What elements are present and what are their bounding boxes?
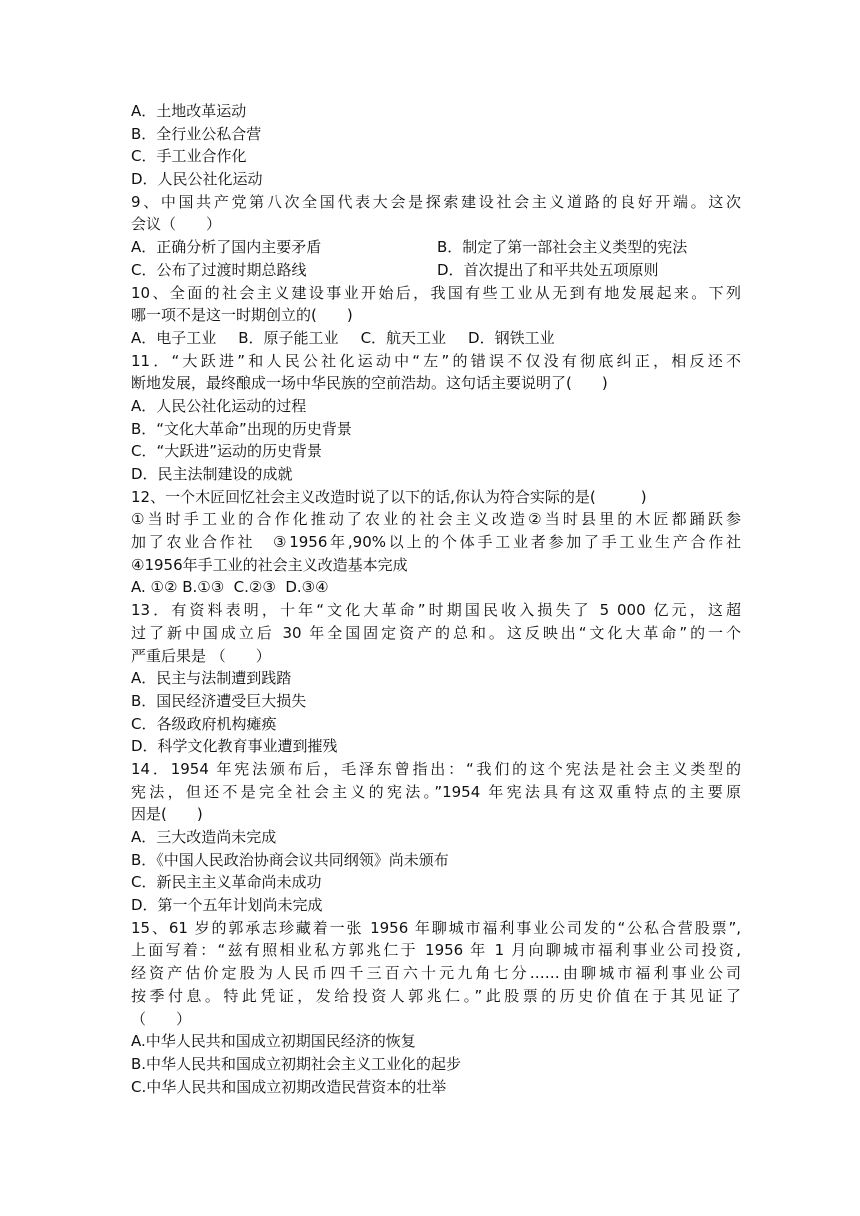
q8-option-d: D．人民公社化运动	[131, 170, 263, 189]
q15-stem-line2: 上面写着：“兹有照相业私方郭兆仁于 1956 年 1 月向聊城市福利事业公司投资,	[131, 941, 741, 960]
q11-stem-line1: 11．“大跃进”和人民公社化运动中“左”的错误不仅没有彻底纠正，相反还不	[131, 351, 741, 370]
q9-option-d: D．首次提出了和平共处五项原则	[437, 260, 659, 279]
q10-stem-line1: 10、全面的社会主义建设事业开始后，我国有些工业从无到有地发展起来。下列	[131, 283, 741, 302]
q14-option-a: A．三大改造尚未完成	[131, 828, 277, 846]
q14-stem-line3: 因是( )	[131, 805, 203, 824]
q15-option-a: A.中华人民共和国成立初期国民经济的恢复	[131, 1032, 416, 1051]
q10-options-row	[131, 327, 741, 350]
q13-option-c: C．各级政府机构瘫痪	[131, 714, 277, 733]
q8-option-a: A．土地改革运动	[131, 102, 247, 120]
q9-option-c: C．公布了过渡时期总路线	[131, 260, 307, 279]
q14-stem-line1: 14．1954 年宪法颁布后，毛泽东曾指出：“我们的这个宪法是社会主义类型的	[131, 759, 741, 778]
q11-option-d: D．民主法制建设的成就	[131, 465, 293, 483]
q9-stem-line1: 9、中国共产党第八次全国代表大会是探索建设社会主义道路的良好开端。这次	[131, 192, 741, 211]
q15-option-c: C.中华人民共和国成立初期改造民营资本的壮举	[131, 1077, 447, 1096]
q13-option-a: A．民主与法制遭到践踏	[131, 669, 292, 688]
q8-option-b: B．全行业公私合营	[131, 124, 262, 143]
q10-stem-line2: 哪一项不是这一时期创立的( )	[131, 306, 353, 325]
q12-stem-line3: 加了农业合作社 ③1956年,90%以上的个体手工业者参加了手工业生产合作社	[131, 533, 741, 552]
q15-stem-line1: 15、61 岁的郭承志珍藏着一张 1956 年聊城市福利事业公司发的“公私合营股票”,	[131, 918, 741, 937]
q12-options: A. ①② B.①③ C.②③ D.③④	[131, 578, 329, 597]
q15-stem-line3: 经资产估价定股为人民币四千三百六十元九角七分……由聊城市福利事业公司	[131, 964, 741, 983]
q12-stem-line4: ④1956年手工业的社会主义改造基本完成	[131, 555, 408, 574]
q11-option-a: A．人民公社化运动的过程	[131, 396, 307, 415]
q13-option-d: D．科学文化教育事业遭到摧残	[131, 737, 338, 756]
q10-option-d: D．钢铁工业	[468, 328, 555, 347]
q12-stem-line2: ①当时手工业的合作化推动了农业的社会主义改造②当时县里的木匠都踊跃参	[131, 510, 741, 529]
q14-option-c: C．新民主主义革命尚未成功	[131, 873, 322, 892]
q14-option-d: D．第一个五年计划尚未完成	[131, 896, 323, 915]
q14-option-b: B．《中国人民政治协商会议共同纲领》尚未颁布	[131, 850, 449, 869]
q15-stem-line5: （ ）	[131, 1009, 192, 1028]
document-page	[131, 100, 741, 1098]
q15-option-b: B.中华人民共和国成立初期社会主义工业化的起步	[131, 1054, 462, 1073]
q11-option-b: B．“文化大革命”出现的历史背景	[131, 419, 352, 438]
q14-stem-line2: 宪法，但还不是完全社会主义的宪法。”1954 年宪法具有这双重特点的主要原	[131, 782, 741, 801]
q8-option-c: C．手工业合作化	[131, 147, 247, 166]
q11-stem-line2: 断地发展，最终酿成一场中华民族的空前浩劫。这句话主要说明了( )	[131, 374, 608, 393]
q10-option-c: C．航天工业	[360, 328, 447, 347]
q11-option-c: C．“大跃进”运动的历史背景	[131, 442, 323, 461]
q13-stem-line1: 13．有资料表明，十年“文化大革命”时期国民收入损失了 5 000 亿元，这超	[131, 601, 741, 620]
q9-options-row2	[131, 259, 741, 282]
q10-option-a: A．电子工业	[131, 328, 217, 347]
q15-stem-line4: 按季付息。特此凭证，发给投资人郭兆仁。”此股票的历史价值在于其见证了	[131, 986, 741, 1005]
q13-stem-line2: 过了新中国成立后 30 年全国固定资产的总和。这反映出“文化大革命”的一个	[131, 623, 741, 642]
q12-stem-line1: 12、一个木匠回忆社会主义改造时说了以下的话,你认为符合实际的是( )	[131, 487, 647, 506]
q9-options-row1	[131, 236, 741, 259]
q13-option-b: B．国民经济遭受巨大损失	[131, 691, 307, 710]
q9-option-b: B．制定了第一部社会主义类型的宪法	[437, 238, 688, 257]
q10-option-b: B．原子能工业	[238, 328, 339, 347]
q9-stem-line2: 会议（ ）	[131, 215, 222, 234]
q13-stem-line3: 严重后果是 （ ）	[131, 646, 271, 665]
q9-option-a: A．正确分析了国内主要矛盾	[131, 238, 322, 257]
